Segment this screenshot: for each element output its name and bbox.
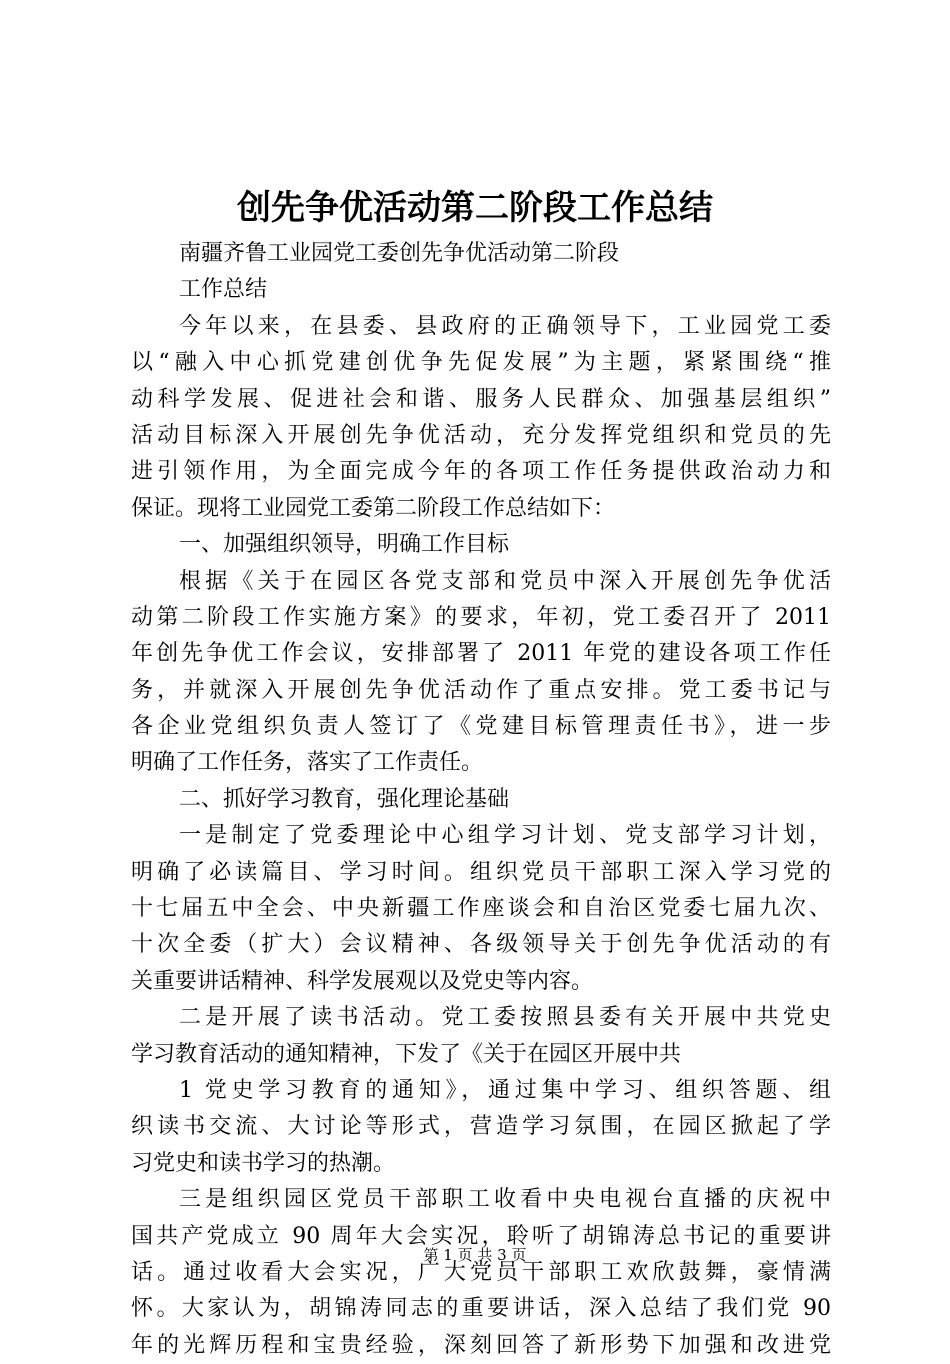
text-line: 十次全委（扩大）会议精神、各级领导关于创先争优活动的有 [131,932,831,958]
text-line: 国共产党成立 90 周年大会实况，聆听了胡锦涛总书记的重要讲 [131,1223,831,1249]
text-line: 南疆齐鲁工业园党工委创先争优活动第二阶段 [179,241,620,266]
text-line: 务，并就深入开展创先争优活动作了重点安排。党工委书记与 [131,677,831,703]
text-line: 年创先争优工作会议，安排部署了 2011 年党的建设各项工作任 [131,641,831,667]
text-line: 今年以来，在县委、县政府的正确领导下，工业园党工委 [179,313,831,339]
text-line: 怀。大家认为，胡锦涛同志的重要讲话，深入总结了我们党 90 [131,1296,831,1322]
text-line: 明确了必读篇目、学习时间。组织党员干部职工深入学习党的 [131,859,831,885]
text-line: 各企业党组织负责人签订了《党建目标管理责任书》，进一步 [131,714,831,740]
text-line: 关重要讲话精神、科学发展观以及党史等内容。 [131,968,594,994]
text-line: 习党史和读书学习的热潮。 [131,1150,396,1176]
text-line: 学习教育活动的通知精神，下发了《关于在园区开展中共 [131,1041,682,1067]
text-line: 三是组织园区党员干部职工收看中央电视台直播的庆祝中 [179,1187,831,1213]
text-line: 话。通过收看大会实况，广大党员干部职工欢欣鼓舞，豪情满 [131,1259,831,1285]
text-line: 1 党史学习教育的通知》，通过集中学习、组织答题、组 [179,1077,831,1103]
text-line: 十七届五中全会、中央新疆工作座谈会和自治区党委七届九次、 [131,896,831,922]
text-line: 二是开展了读书活动。党工委按照县委有关开展中共党史 [179,1005,831,1031]
text-line: 动科学发展、促进社会和谐、服务人民群众、加强基层组织” [131,386,831,412]
page-footer: 第 1 页 共 3 页 [423,1246,527,1264]
text-line: 保证。现将工业园党工委第二阶段工作总结如下： [131,495,616,521]
text-line: 根据《关于在园区各党支部和党员中深入开展创先争优活 [179,568,831,594]
text-line: 一、加强组织领导，明确工作目标 [179,532,510,558]
text-line: 活动目标深入开展创先争优活动，充分发挥党组织和党员的先 [131,422,831,448]
text-line: 动第二阶段工作实施方案》的要求，年初，党工委召开了 2011 [131,604,831,630]
document-body [131,236,831,1364]
text-line: 工作总结 [179,277,268,303]
text-line: 明确了工作任务，落实了工作责任。 [131,750,484,776]
text-line: 年的光辉历程和宝贵经验，深刻回答了新形势下加强和改进党 [131,1332,831,1358]
text-line: 织读书交流、大讨论等形式，营造学习氛围，在园区掀起了学 [131,1114,831,1140]
document-title: 创先争优活动第二阶段工作总结 [237,188,713,228]
text-line: 二、抓好学习教育，强化理论基础 [179,786,510,812]
text-line: 一是制定了党委理论中心组学习计划、党支部学习计划， [179,823,831,849]
text-line: 以“融入中心抓党建创优争先促发展”为主题，紧紧围绕“推 [131,350,831,376]
text-line: 进引领作用，为全面完成今年的各项工作任务提供政治动力和 [131,459,831,485]
